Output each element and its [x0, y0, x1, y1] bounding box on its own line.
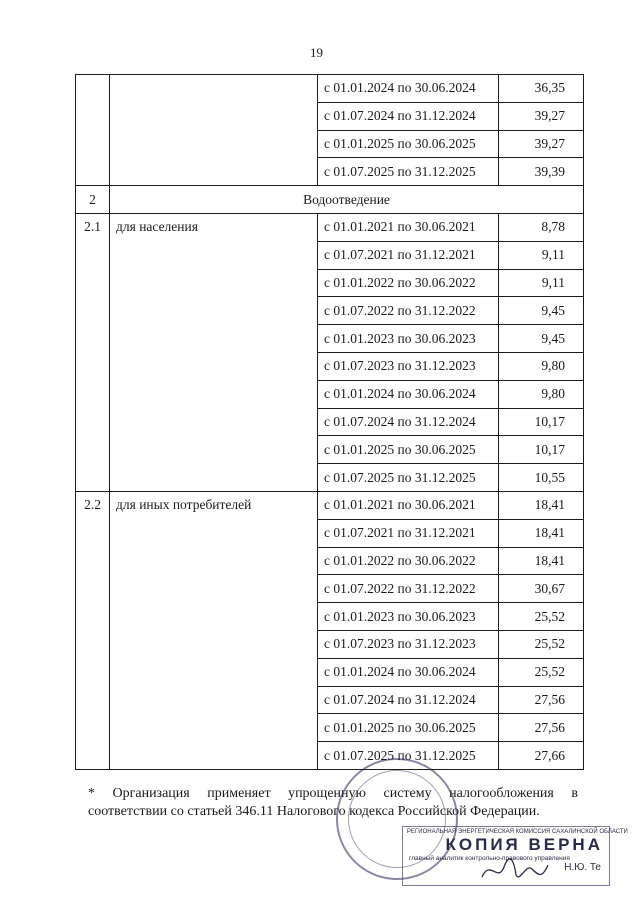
tariff-value-cell: 18,41 — [499, 491, 584, 519]
tariff-value-cell: 30,67 — [499, 575, 584, 603]
tariff-value-cell: 18,41 — [499, 547, 584, 575]
item-number-cell: 2.2 — [76, 491, 110, 769]
page-number: 19 — [310, 45, 323, 60]
period-cell: с 01.07.2022 по 31.12.2022 — [318, 575, 499, 603]
period-cell: с 01.07.2021 по 31.12.2021 — [318, 519, 499, 547]
tariff-value-cell: 27,56 — [499, 686, 584, 714]
period-cell: с 01.01.2021 по 30.06.2021 — [318, 491, 499, 519]
tariff-value-cell: 10,17 — [499, 436, 584, 464]
period-cell: с 01.01.2025 по 30.06.2025 — [318, 130, 499, 158]
section-title-cell: Водоотведение — [110, 186, 584, 214]
table-row — [76, 75, 584, 103]
period-cell: с 01.07.2023 по 31.12.2023 — [318, 352, 499, 380]
period-cell: с 01.07.2025 по 31.12.2025 — [318, 464, 499, 492]
footnote-line-2: соответствии со статьей 346.11 Налогового кодекса Российской Федерации. — [88, 804, 540, 819]
footnote-line-1: * Организация применяет упрощенную систему налогообложения в — [88, 786, 578, 801]
period-cell: с 01.07.2021 по 31.12.2021 — [318, 241, 499, 269]
section-number-cell: 2 — [76, 186, 110, 214]
period-cell: с 01.01.2023 по 30.06.2023 — [318, 325, 499, 353]
tariff-table — [75, 74, 584, 770]
tariff-value-cell: 8,78 — [499, 213, 584, 241]
tariff-table-body — [76, 75, 584, 770]
table-row — [76, 491, 584, 519]
period-cell: с 01.01.2022 по 30.06.2022 — [318, 269, 499, 297]
period-cell: с 01.01.2025 по 30.06.2025 — [318, 436, 499, 464]
item-number-cell — [76, 75, 110, 186]
stamp-organization: РЕГИОНАЛЬНАЯ ЭНЕРГЕТИЧЕСКАЯ КОМИССИЯ САХАЛИНСКОЙ ОБЛАСТИ — [407, 829, 628, 835]
stamp-position: главный аналитик контрольно-правового управления — [409, 855, 570, 862]
tariff-value-cell: 10,55 — [499, 464, 584, 492]
period-cell: с 01.01.2021 по 30.06.2021 — [318, 213, 499, 241]
tariff-value-cell: 27,56 — [499, 714, 584, 742]
period-cell: с 01.01.2022 по 30.06.2022 — [318, 547, 499, 575]
stamp-name: Н.Ю. Те — [564, 862, 601, 873]
tariff-value-cell: 39,39 — [499, 158, 584, 186]
period-cell: с 01.07.2022 по 31.12.2022 — [318, 297, 499, 325]
consumer-cell: для иных потребителей — [110, 491, 318, 769]
period-cell: с 01.01.2024 по 30.06.2024 — [318, 380, 499, 408]
period-cell: с 01.01.2024 по 30.06.2024 — [318, 75, 499, 103]
section-header-row — [76, 186, 584, 214]
period-cell: с 01.07.2025 по 31.12.2025 — [318, 158, 499, 186]
period-cell: с 01.07.2025 по 31.12.2025 — [318, 742, 499, 770]
table-row — [76, 213, 584, 241]
period-cell: с 01.01.2023 по 30.06.2023 — [318, 603, 499, 631]
period-cell: с 01.07.2024 по 31.12.2024 — [318, 102, 499, 130]
period-cell: с 01.01.2025 по 30.06.2025 — [318, 714, 499, 742]
period-cell: с 01.01.2024 по 30.06.2024 — [318, 658, 499, 686]
period-cell: с 01.07.2023 по 31.12.2023 — [318, 630, 499, 658]
stamp-copy-mark: КОПИЯ ВЕРНА — [445, 835, 603, 854]
item-number-cell: 2.1 — [76, 213, 110, 491]
tariff-value-cell: 9,80 — [499, 380, 584, 408]
tariff-value-cell: 25,52 — [499, 630, 584, 658]
signature — [480, 857, 550, 885]
tariff-value-cell: 25,52 — [499, 658, 584, 686]
tariff-value-cell: 10,17 — [499, 408, 584, 436]
tariff-value-cell: 9,80 — [499, 352, 584, 380]
tariff-value-cell: 9,45 — [499, 325, 584, 353]
tariff-value-cell: 18,41 — [499, 519, 584, 547]
tariff-value-cell: 36,35 — [499, 75, 584, 103]
tariff-value-cell: 39,27 — [499, 102, 584, 130]
tariff-value-cell: 39,27 — [499, 130, 584, 158]
footnote — [88, 785, 578, 821]
period-cell: с 01.07.2024 по 31.12.2024 — [318, 408, 499, 436]
period-cell: с 01.07.2024 по 31.12.2024 — [318, 686, 499, 714]
consumer-cell: для населения — [110, 213, 318, 491]
tariff-value-cell: 9,45 — [499, 297, 584, 325]
consumer-cell — [110, 75, 318, 186]
tariff-value-cell: 9,11 — [499, 269, 584, 297]
tariff-value-cell: 9,11 — [499, 241, 584, 269]
tariff-value-cell: 27,66 — [499, 742, 584, 770]
tariff-value-cell: 25,52 — [499, 603, 584, 631]
